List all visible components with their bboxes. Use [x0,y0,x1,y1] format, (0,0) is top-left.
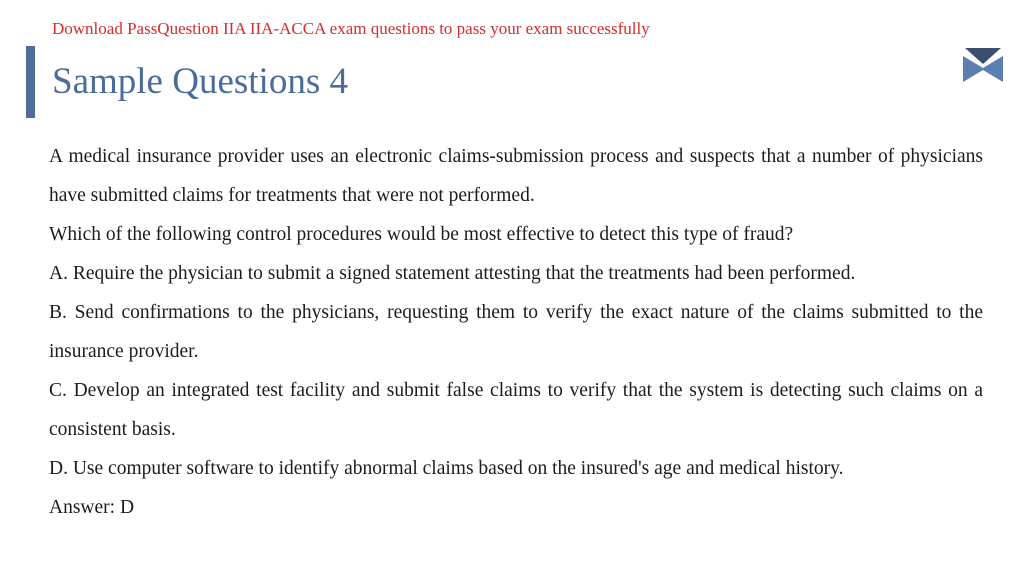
download-banner[interactable]: Download PassQuestion IIA IIA-ACCA exam questions to pass your exam successfully [52,19,650,38]
question-prompt: Which of the following control procedures would be most effective to detect this type of fraud? [49,224,794,245]
option-c: C. Develop an integrated test facility and submit false claims to verify that the system is detecting such claims on a consistent basis. [49,380,983,440]
option-a: A. Require the physician to submit a signed statement attesting that the treatments had been performed. [49,263,856,284]
option-d: D. Use computer software to identify abnormal claims based on the insured's age and medical history. [49,458,844,479]
question-stem: A medical insurance provider uses an electronic claims-submission process and suspects that a number of physicians have submitted claims for treatments that were not performed. [49,146,983,206]
page-title: Sample Questions 4 [52,61,348,102]
chevron-logo-icon [963,48,1003,82]
question-body [49,137,983,527]
answer: Answer: D [49,497,135,518]
option-b: B. Send confirmations to the physicians, requesting them to verify the exact nature of the claims submitted to the insurance provider. [49,302,983,362]
title-accent-bar [26,46,35,118]
